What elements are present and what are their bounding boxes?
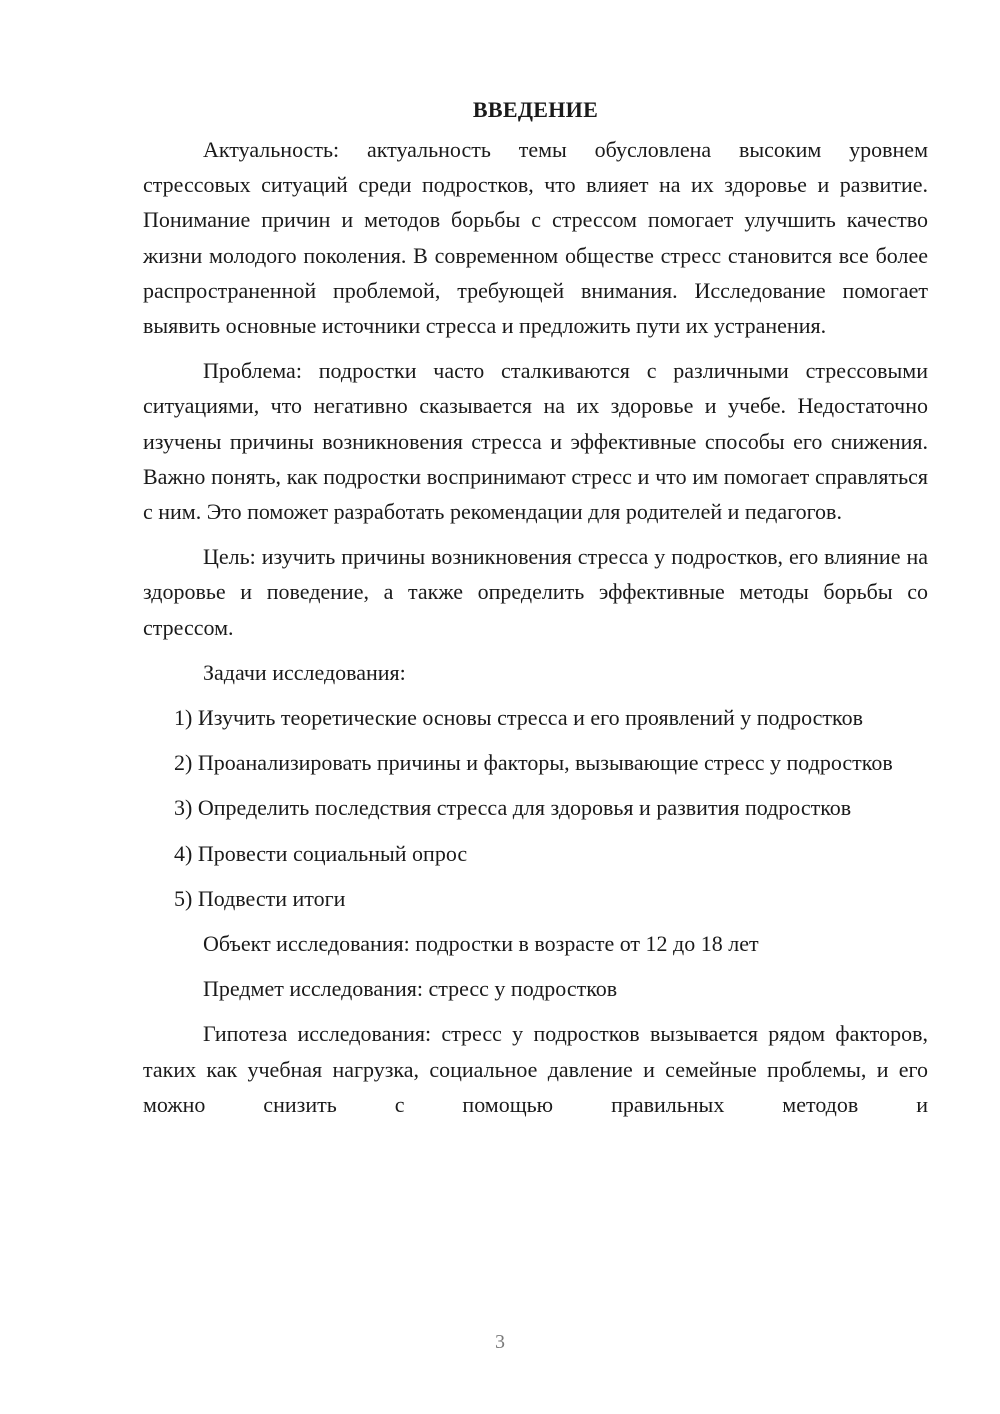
problem-paragraph: Проблема: подростки часто сталкиваются с различными стрессовыми ситуациями, что негативно сказывается на их здоровье и учебе. Недостаточно изучены причины возникновения стресса и эффективные способы его снижения. Важно понять, как подростки воспринимают стресс и что им помогает справляться с ним. Это поможет разработать рекомендации для родителей и педагогов. — [143, 358, 928, 525]
goal-paragraph: Цель: изучить причины возникновения стресса у подростков, его влияние на здоровье и поведение, а также определить эффективные методы борьбы со стрессом. — [143, 544, 928, 640]
document-page — [143, 92, 928, 1132]
task-item-3: 3) Определить последствия стресса для здоровья и развития подростков — [174, 795, 852, 821]
subject-paragraph: Предмет исследования: стресс у подростков — [203, 976, 618, 1002]
hypothesis-paragraph: Гипотеза исследования: стресс у подростков вызывается рядом факторов, таких как учебная нагрузка, социальное давление и семейные проблемы, и его можно снизить с помощью правильных методов и — [143, 1021, 928, 1117]
object-paragraph: Объект исследования: подростки в возрасте от 12 до 18 лет — [203, 931, 759, 957]
task-item-1: 1) Изучить теоретические основы стресса и его проявлений у подростков — [174, 705, 863, 731]
section-title: ВВЕДЕНИЕ — [472, 97, 599, 122]
tasks-heading: Задачи исследования: — [203, 659, 406, 685]
page-number: 3 — [495, 1331, 505, 1353]
task-item-4: 4) Провести социальный опрос — [174, 840, 468, 866]
task-item-2: 2) Проанализировать причины и факторы, вызывающие стресс у подростков — [174, 750, 893, 776]
task-item-5: 5) Подвести итоги — [174, 885, 346, 911]
relevance-paragraph: Актуальность: актуальность темы обусловлена высоким уровнем стрессовых ситуаций среди подростков, что влияет на их здоровье и развитие. Понимание причин и методов борьбы с стрессом помогает улучшить качество жизни молодого поколения. В современном обществе стресс становится все более распространенной проблемой, требующей внимания. Исследование помогает выявить основные источники стресса и предложить пути их устранения. — [143, 137, 928, 339]
